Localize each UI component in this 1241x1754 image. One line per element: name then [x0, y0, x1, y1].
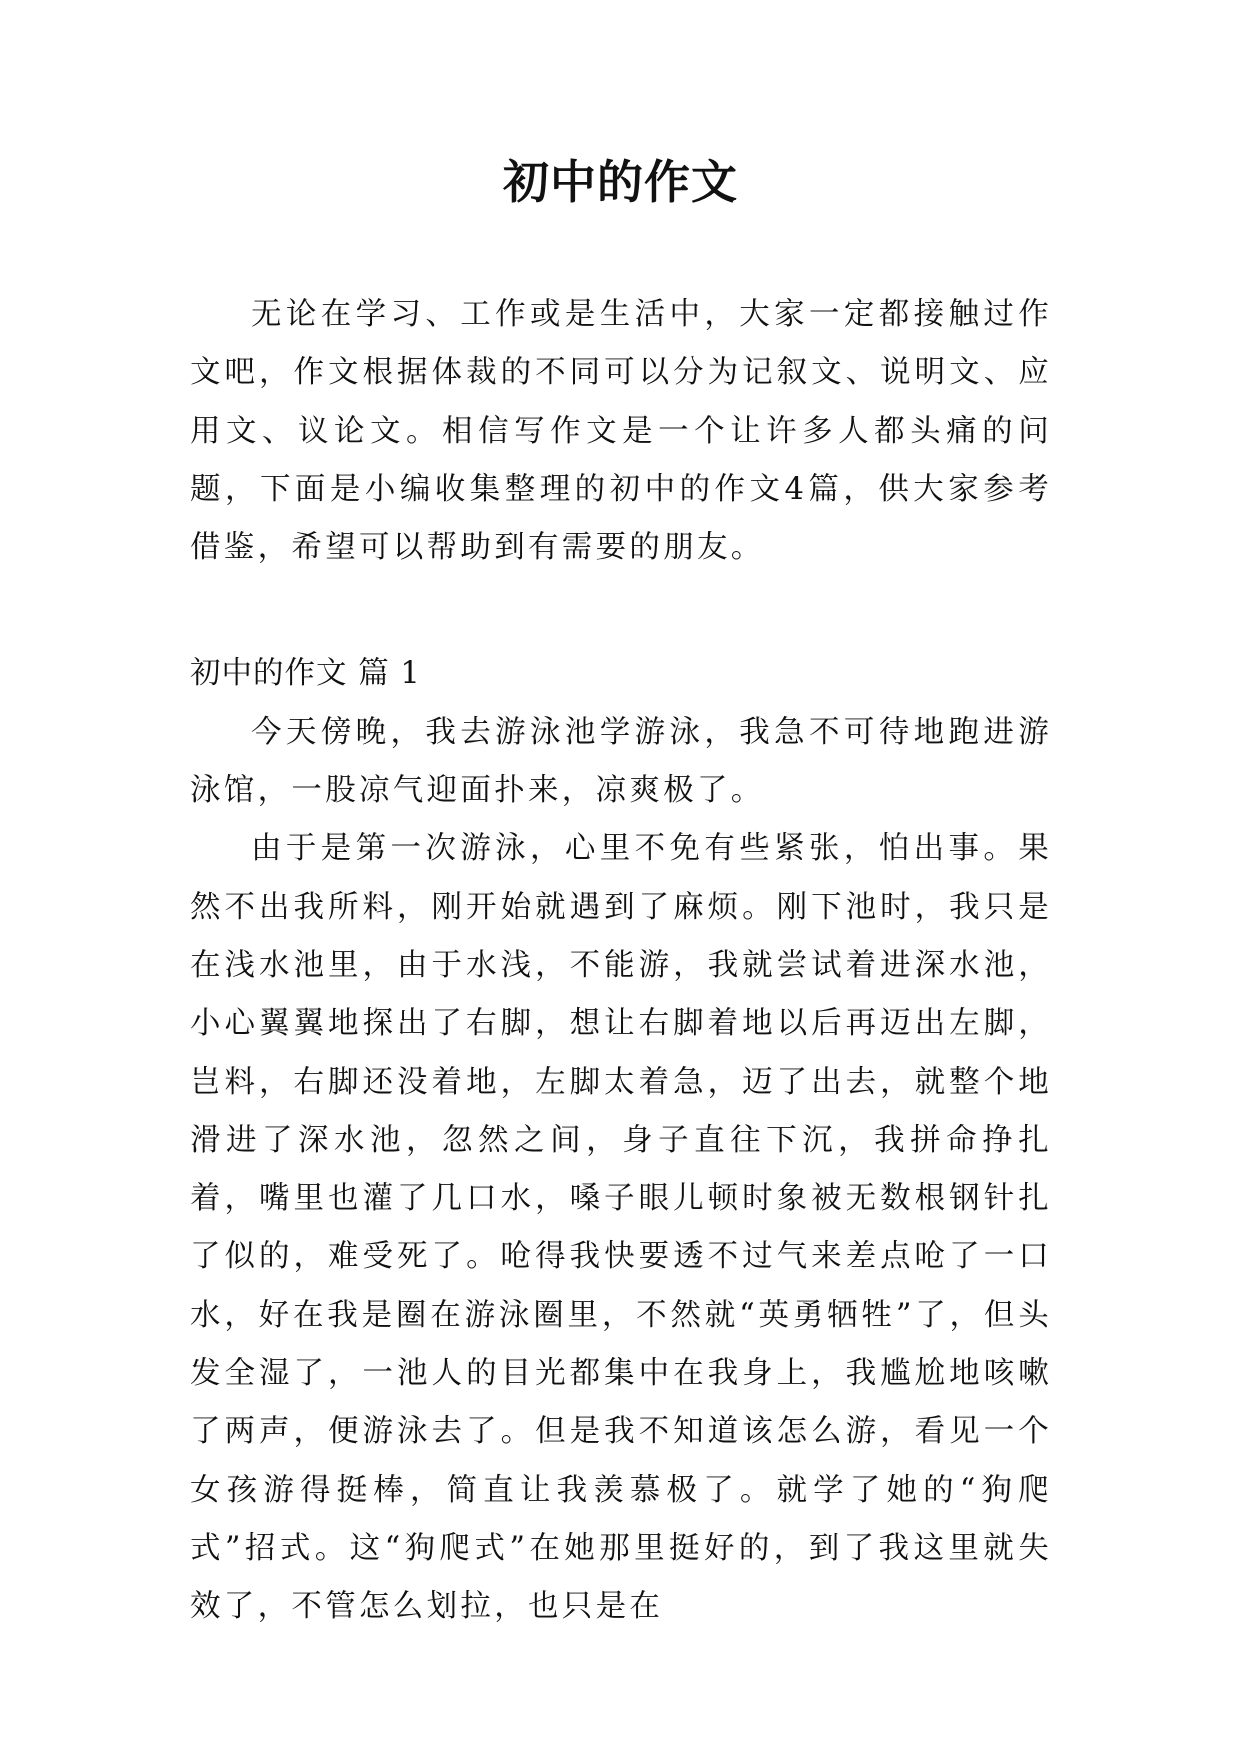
body-paragraph-2: 由于是第一次游泳，心里不免有些紧张，怕出事。果然不出我所料，刚开始就遇到了麻烦。刚下池时，我只是在浅水池里，由于水浅，不能游，我就尝试着进深水池，小心翼翼地探出了右脚，想让右脚着地以后再迈出左脚，岂料，右脚还没着地，左脚太着急，迈了出去，就整个地滑进了深水池，忽然之间，身子直往下沉，我拼命挣扎着，嘴里也灌了几口水，嗓子眼儿顿时象被无数根钢针扎了似的，难受死了。呛得我快要透不过气来差点呛了一口水，好在我是圈在游泳圈里，不然就“英勇牺牲”了，但头发全湿了，一池人的目光都集中在我身上，我尴尬地咳嗽了两声，便游泳去了。但是我不知道该怎么游，看见一个女孩游得挺棒，简直让我羡慕极了。就学了她的“狗爬式”招式。这“狗爬式”在她那里挺好的，到了我这里就失效了，不管怎么划拉，也只是在	[190, 831, 1052, 1625]
section-spacer	[190, 577, 1052, 645]
intro-paragraph: 无论在学习、工作或是生活中，大家一定都接触过作文吧，作文根据体裁的不同可以分为记叙文、说明文、应用文、议论文。相信写作文是一个让许多人都头痛的问题，下面是小编收集整理的初中的作文4篇，供大家参考借鉴，希望可以帮助到有需要的朋友。	[190, 297, 1052, 566]
document-title: 初中的作文	[503, 155, 738, 209]
body-paragraph-1: 今天傍晚，我去游泳池学游泳，我急不可待地跑进游泳馆，一股凉气迎面扑来，凉爽极了。	[190, 714, 1052, 809]
section-heading: 初中的作文 篇 1	[190, 656, 421, 692]
document-body	[190, 286, 1052, 1637]
